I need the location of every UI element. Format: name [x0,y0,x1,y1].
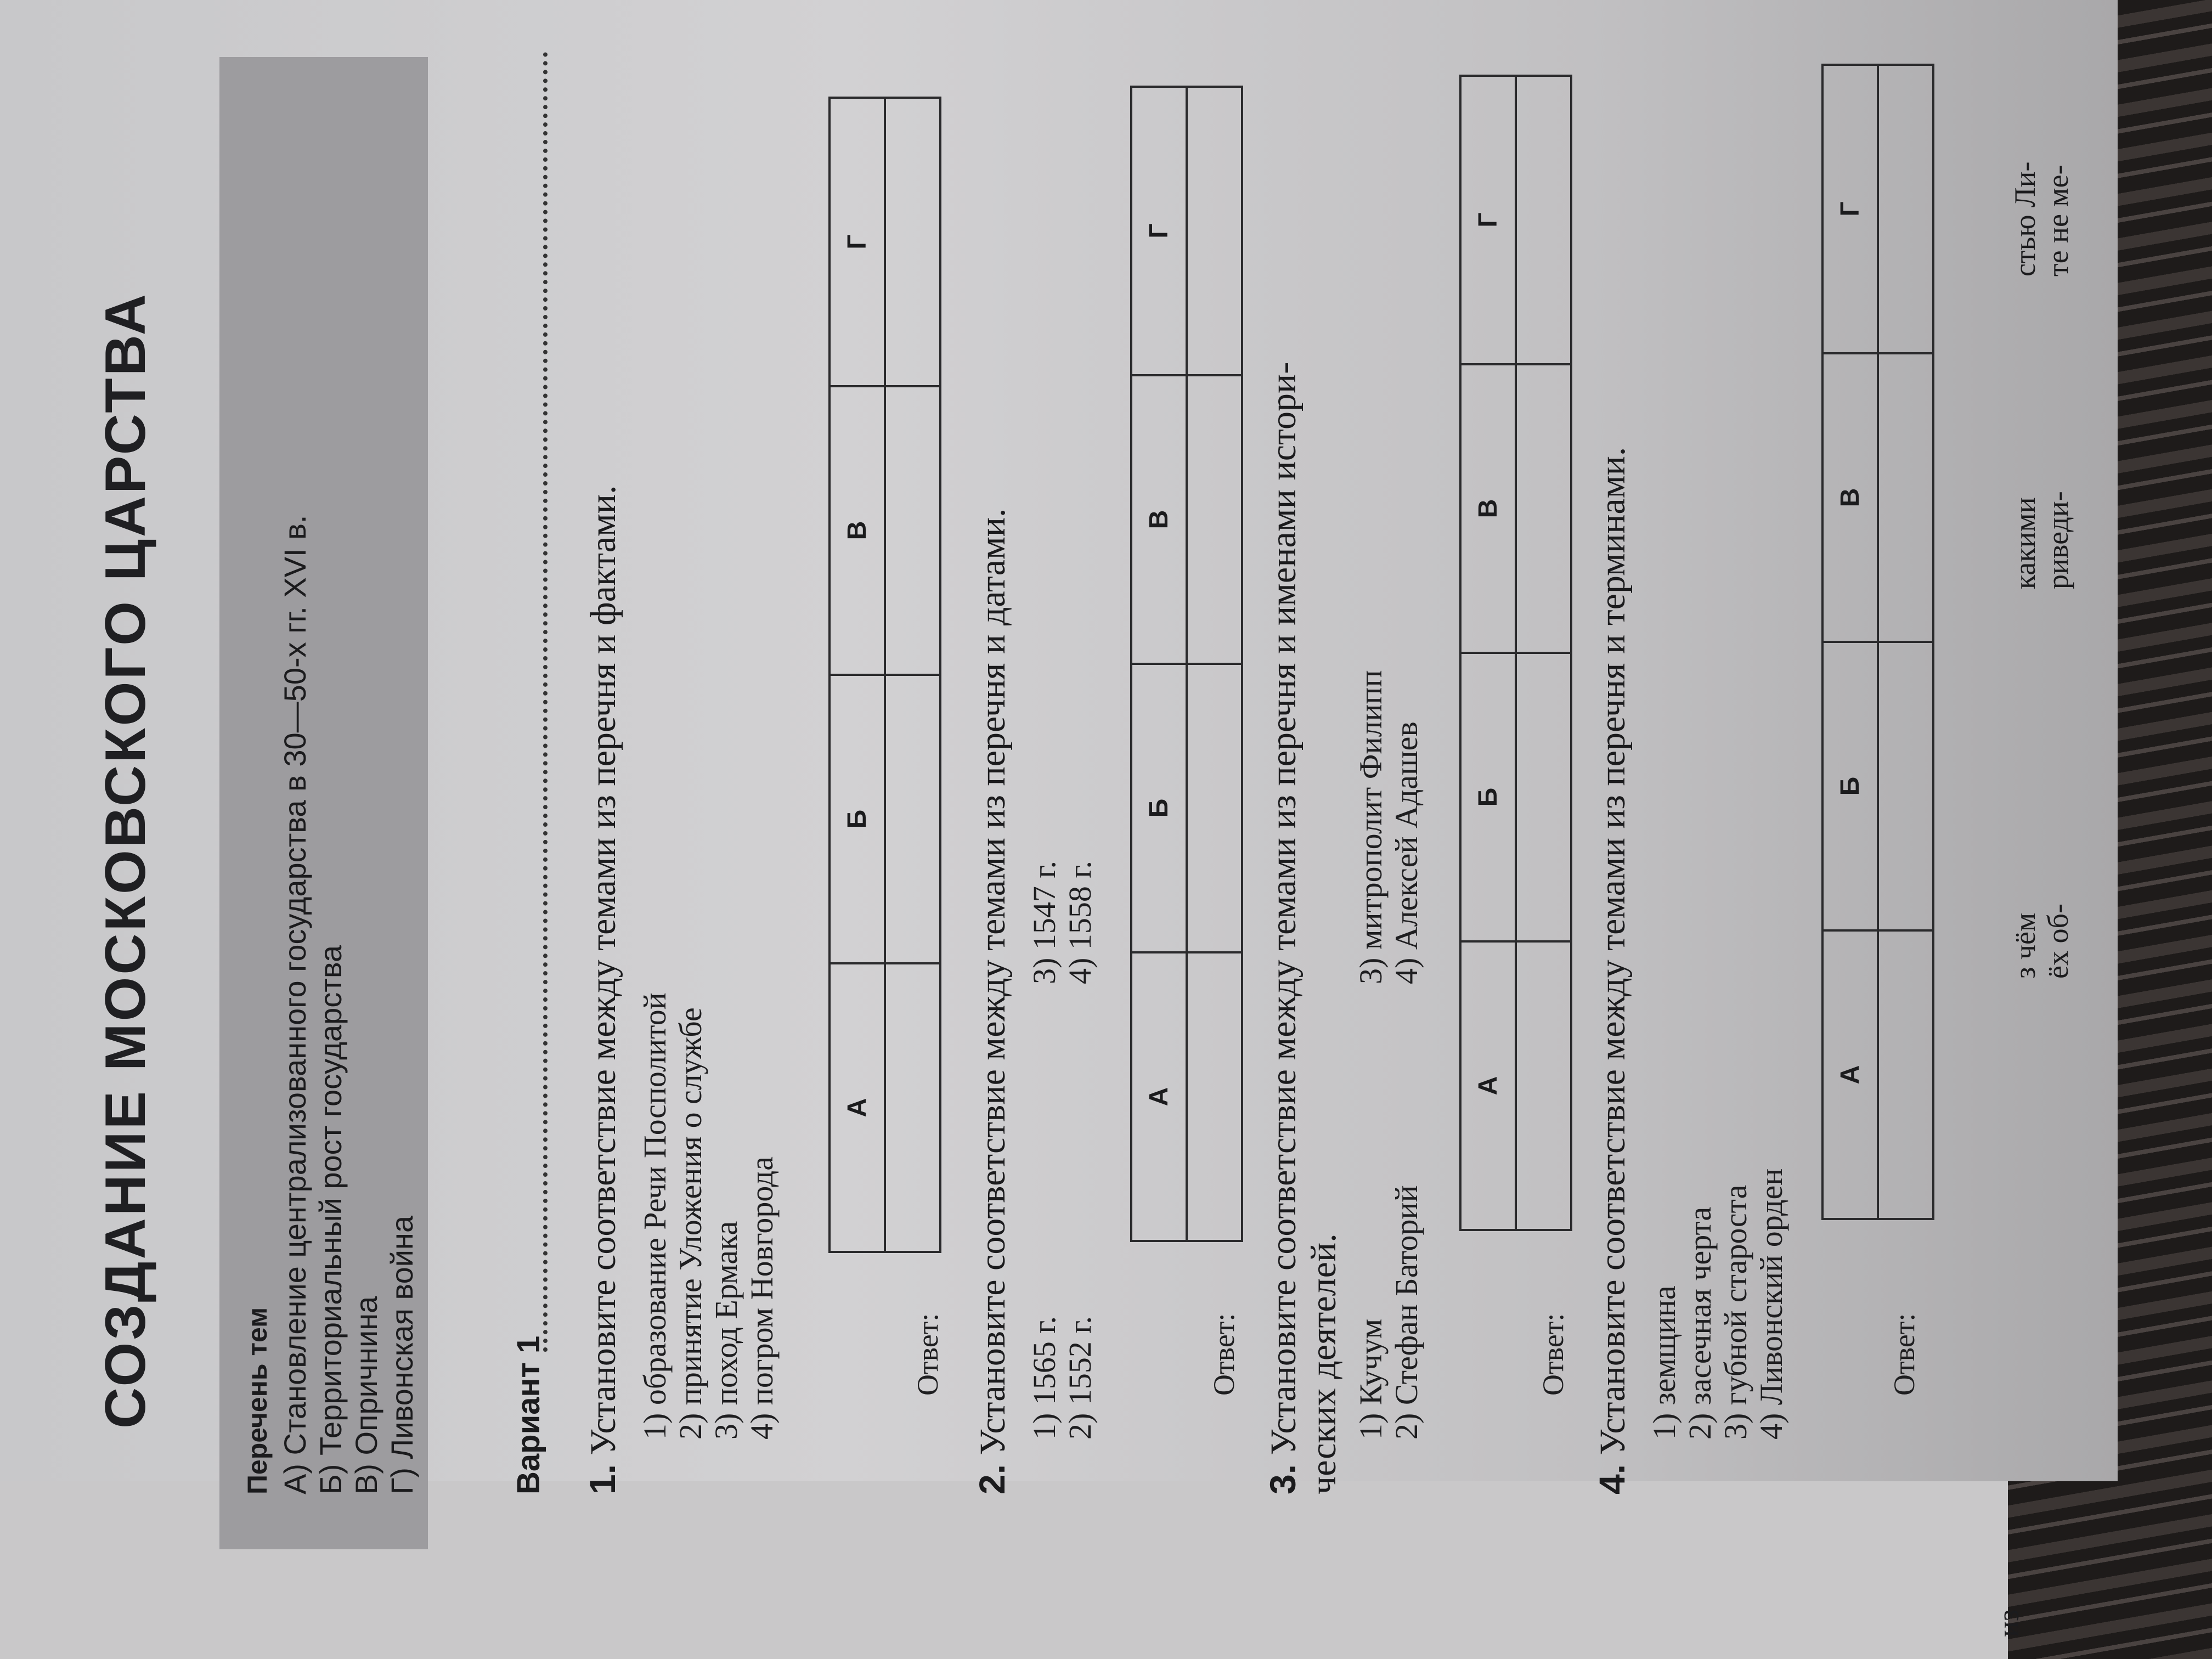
topics-heading: Перечень тем [242,1307,273,1494]
topic-item: В) Опричнина [349,1296,383,1494]
fragment: стью Ли- [2008,161,2041,276]
task-1 [582,485,624,1494]
header-g: Г [1822,65,1878,353]
option: 1) земщина [1646,1285,1682,1440]
adjacent-page-strip [1525,0,2118,1659]
option: 3) 1547 г. [1026,860,1062,984]
header-a: А [1131,952,1187,1241]
topic-item: Г) Ливонская война [385,1215,419,1494]
header-a: А [1460,941,1516,1230]
topic-item: Б) Территориальный рост государства [313,945,348,1494]
header-b: Б [1460,653,1516,941]
answer-cell-a[interactable] [885,963,940,1252]
option: 2) Стефан Баторий [1389,1185,1424,1440]
task-text: Установите соответствие между темами из перечня и датами. [973,508,1013,1455]
header-g: Г [1460,76,1516,364]
option: 2) 1552 г. [1062,1316,1098,1440]
answer-cell-g[interactable] [1187,87,1242,375]
answer-table [828,97,941,1253]
task-text: Установите соответствие между темами из перечня и терминами. [1593,447,1633,1455]
option: 1) образование Речи Посполитой [637,992,673,1440]
option: 2) принятие Уложения о службе [673,1007,708,1440]
header-a: А [830,963,885,1252]
header-g: Г [830,98,885,386]
task-number: 1. [582,1464,623,1494]
task-number: 3. [1262,1464,1303,1494]
topic-item: А) Становление централизованного государства в 30—50-х гг. XVI в. [278,515,312,1494]
task-number: 4. [1592,1464,1632,1494]
header-v: В [1822,353,1878,642]
answer-label: Ответ: [1888,1313,1921,1396]
answer-cell-v[interactable] [1187,375,1242,664]
option: 1) 1565 г. [1026,1316,1062,1440]
option: 3) губной староста [1718,1184,1753,1440]
task-number: 2. [972,1464,1012,1494]
answer-cell-b[interactable] [885,675,940,963]
page-title: СОЗДАНИЕ МОСКОВСКОГО ЦАРСТВА [94,292,157,1429]
option: 3) митрополит Филипп [1353,670,1389,984]
header-g: Г [1131,87,1187,375]
header-b: Б [830,675,885,963]
fragment: ёх об- [2041,904,2074,979]
header-a: А [1822,930,1878,1219]
option: 4) погром Новгорода [744,1156,780,1440]
answer-label: Ответ: [1207,1313,1240,1396]
answer-table [1130,86,1243,1242]
fragment: з чём [2008,912,2041,979]
answer-cell-v[interactable] [885,386,940,675]
header-v: В [830,386,885,675]
answer-cell-g[interactable] [885,98,940,386]
variant-label: Вариант 1 [511,1335,546,1494]
header-b: Б [1822,642,1878,930]
task-3 [1262,362,1305,1494]
header-v: В [1131,375,1187,664]
option: 1) Кучум [1353,1318,1389,1440]
option: 4) Алексей Адашев [1389,721,1424,984]
fragment: те не ме- [2041,165,2074,276]
option: 3) поход Ермака [708,1221,744,1440]
variant-dotted-line [510,52,548,1352]
option: 4) Ливонский орден [1753,1168,1789,1440]
answer-cell-b[interactable] [1187,664,1242,952]
header-v: В [1460,364,1516,653]
answer-cell-a[interactable] [1187,952,1242,1241]
answer-label: Ответ: [1537,1313,1570,1396]
option: 2) засечная черта [1682,1206,1718,1440]
fragment: какими [2008,497,2041,589]
fragment: риведи- [2041,491,2074,589]
option: 4) 1558 г. [1062,860,1098,984]
task-2 [971,508,1014,1494]
header-b: Б [1131,664,1187,952]
answer-label: Ответ: [911,1313,944,1396]
task-text: Установите соответствие между темами из перечня и фактами. [583,485,623,1455]
fragment: из [1992,1609,2025,1637]
task-text-continued: ческих деятелей. [1304,1233,1344,1494]
task-text: Установите соответствие между темами из перечня и именами истори- [1263,362,1304,1455]
